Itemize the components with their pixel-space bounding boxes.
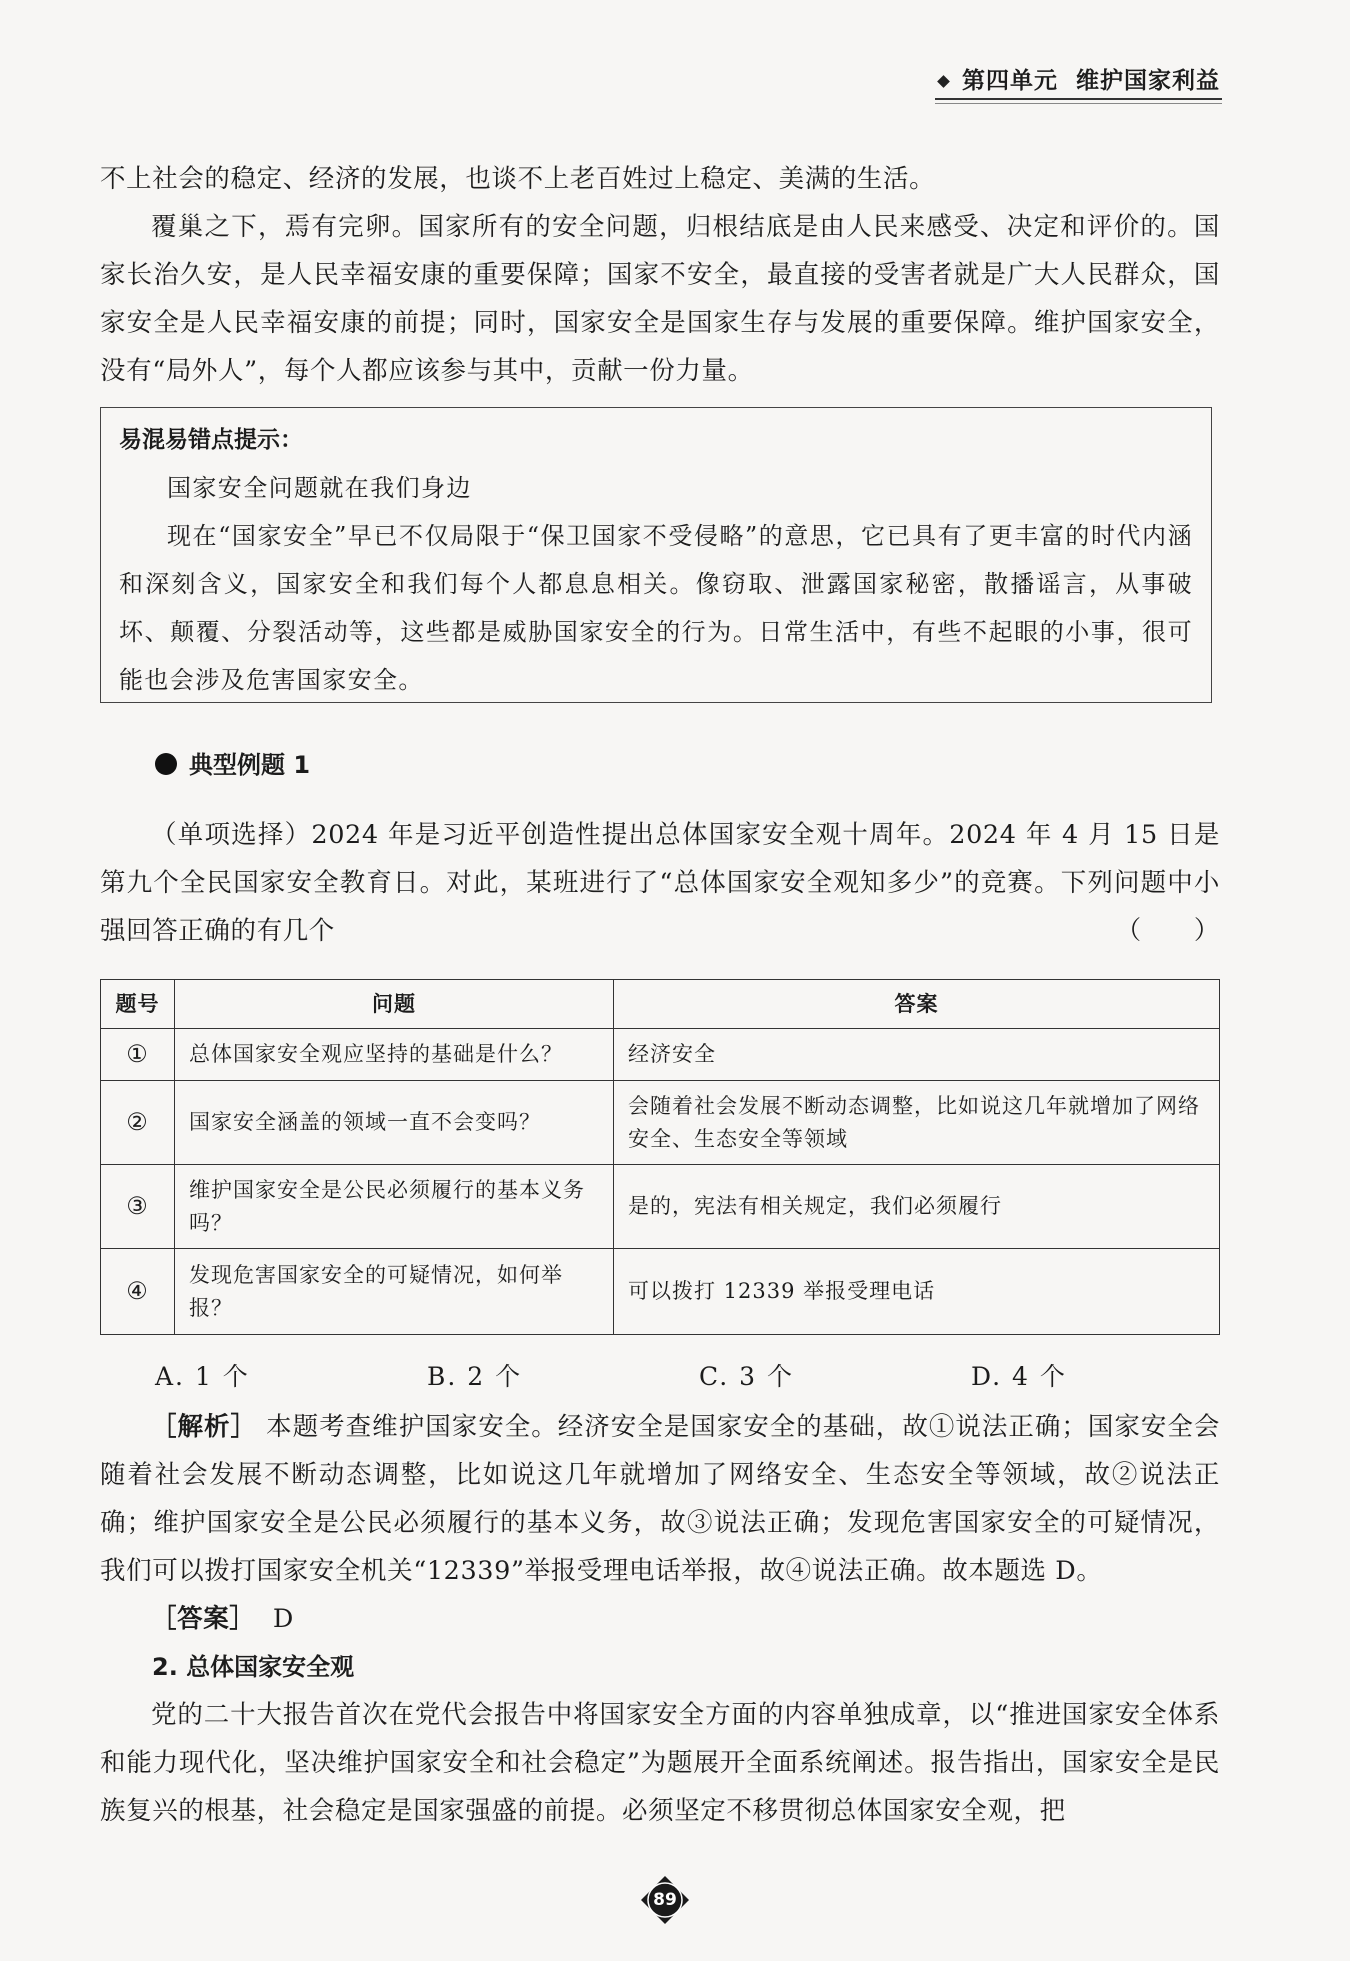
row-question: 维护国家安全是公民必须履行的基本义务吗？ [175, 1165, 614, 1249]
unit-title: 维护国家利益 [1076, 68, 1220, 94]
unit-label: 第四单元 [961, 68, 1058, 94]
page-number: 89 [653, 1890, 677, 1910]
analysis-label: ［解析］ [151, 1412, 258, 1442]
analysis-paragraph [100, 1403, 1220, 1595]
table-row [101, 1081, 1220, 1165]
bullet-dot-icon [155, 753, 177, 775]
row-number: ④ [101, 1249, 175, 1335]
intro-paragraph: 覆巢之下，焉有完卵。国家所有的安全问题，归根结底是由人民来感受、决定和评价的。国家长治久安，是人民幸福安康的重要保障；国家不安全，最直接的受害者就是广大人民群众，国家安全是人民幸福安康的前提；同时，国家安全是国家生存与发展的重要保障。维护国家安全，没有“局外人”，每个人都应该参与其中，贡献一份力量。 [100, 212, 1220, 386]
question-text [100, 811, 1220, 955]
row-number: ③ [101, 1165, 175, 1249]
row-answer: 会随着社会发展不断动态调整，比如说这几年就增加了网络安全、生态安全等领域 [614, 1081, 1220, 1165]
question-body: （单项选择）2024 年是习近平创造性提出总体国家安全观十周年。2024 年 4 月 15 日是第九个全民国家安全教育日。对此，某班进行了“总体国家安全观知多少”的竞赛。下列问题中小强回答正确的有几个 [100, 820, 1220, 946]
row-number: ② [101, 1081, 175, 1165]
row-question: 国家安全涵盖的领域一直不会变吗？ [175, 1081, 614, 1165]
row-question: 发现危害国家安全的可疑情况，如何举报？ [175, 1249, 614, 1335]
answer-label: ［答案］ [151, 1604, 256, 1634]
row-question: 总体国家安全观应坚持的基础是什么？ [175, 1029, 614, 1081]
example-question [100, 811, 1220, 955]
intro-text [100, 155, 1220, 395]
running-header [939, 62, 1220, 95]
table-header: 问题 [175, 980, 614, 1029]
row-answer: 是的，宪法有相关规定，我们必须履行 [614, 1165, 1220, 1249]
option-a: A. 1 个 [155, 1362, 250, 1391]
tip-title: 易混易错点提示： [119, 427, 303, 453]
section-body: 党的二十大报告首次在党代会报告中将国家安全方面的内容单独成章，以“推进国家安全体系和能力现代化，坚决维护国家安全和社会稳定”为题展开全面系统阐述。报告指出，国家安全是民族复兴的根基，社会稳定是国家强盛的前提。必须坚定不移贯彻总体国家安全观，把 [100, 1700, 1220, 1826]
option-b: B. 2 个 [427, 1362, 523, 1391]
analysis-text: 本题考查维护国家安全。经济安全是国家安全的基础，故①说法正确；国家安全会随着社会发展不断动态调整，比如说这几年就增加了网络安全、生态安全等领域，故②说法正确；维护国家安全是公民必须履行的基本义务，故③说法正确；发现危害国家安全的可疑情况，我们可以拨打国家安全机关“12339”举报受理电话举报，故④说法正确。故本题选 D。 [100, 1412, 1220, 1586]
row-number: ① [101, 1029, 175, 1081]
table-header: 题号 [101, 980, 175, 1029]
header-rule-thin [935, 103, 1222, 104]
tip-subtitle: 国家安全问题就在我们身边 [167, 474, 472, 502]
table-header: 答案 [614, 980, 1220, 1029]
section-heading: 2. 总体国家安全观 [152, 1653, 355, 1681]
example-heading-text: 典型例题 1 [189, 751, 311, 779]
answer-value: D [272, 1604, 294, 1634]
answer-blank: （ ） [1115, 916, 1220, 946]
table-row [101, 1029, 1220, 1081]
example-heading [155, 745, 310, 780]
option-d: D. 4 个 [971, 1362, 1067, 1391]
table-row [101, 1165, 1220, 1249]
analysis-section [100, 1403, 1220, 1835]
page-number-badge [640, 1875, 690, 1925]
intro-line: 不上社会的稳定、经济的发展，也谈不上老百姓过上稳定、美满的生活。 [100, 164, 936, 194]
table-row [101, 1249, 1220, 1335]
table-header-row [101, 980, 1220, 1029]
option-c: C. 3 个 [699, 1362, 794, 1391]
answer-options [155, 1357, 1243, 1393]
tip-body: 现在“国家安全”早已不仅局限于“保卫国家不受侵略”的意思，它已具有了更丰富的时代内涵和深刻含义，国家安全和我们每个人都息息相关。像窃取、泄露国家秘密，散播谣言，从事破坏、颠覆、分裂活动等，这些都是威胁国家安全的行为。日常生活中，有些不起眼的小事，很可能也会涉及危害国家安全。 [119, 522, 1193, 694]
diamond-icon [937, 75, 950, 88]
row-answer: 经济安全 [614, 1029, 1220, 1081]
tip-box [100, 407, 1212, 703]
qa-table [100, 979, 1220, 1335]
answer-paragraph [100, 1595, 1220, 1643]
row-answer: 可以拨打 12339 举报受理电话 [614, 1249, 1220, 1335]
header-rule [935, 98, 1222, 100]
